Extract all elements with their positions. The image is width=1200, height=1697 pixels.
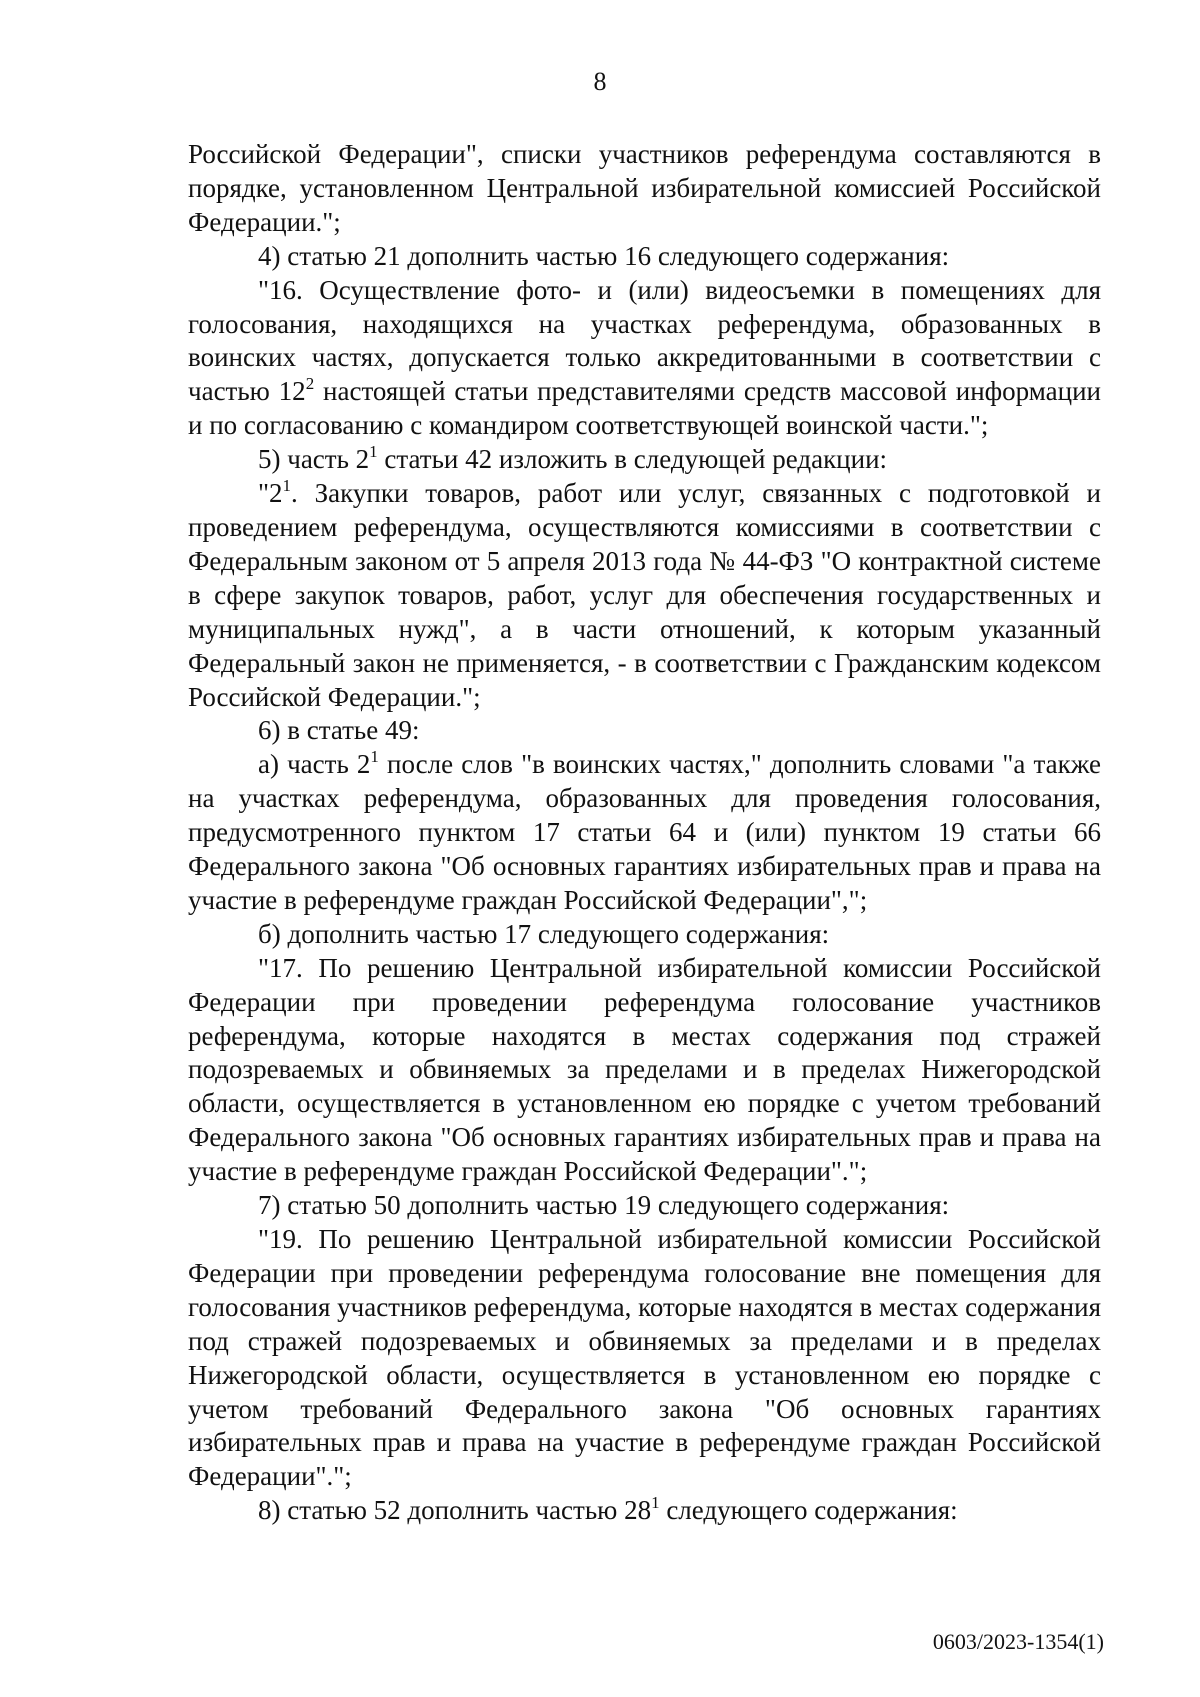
paragraph-continuation: Российской Федерации", списки участников референдума составляются в порядке, установленном Центральной избирательной комиссией Российской Федерации."; — [188, 139, 1101, 237]
superscript: 1 — [370, 747, 379, 767]
document-code: 0603/2023-1354(1) — [932, 1629, 1104, 1654]
document-body — [188, 138, 1101, 1528]
paragraph-part-17: "17. По решению Центральной избирательной комиссии Российской Федерации при проведении референдума голосование участников референдума, которые находятся в местах содержания под стражей подозреваемых и обвиняемых за пределами и в пределах Нижегородской области, осуществляется в установленном ею порядке с учетом требований Федерального закона "Об основных гарантиях избирательных прав и права на участие в референдуме граждан Российской Федерации"."; — [188, 952, 1101, 1187]
paragraph-subitem-a: а) часть $2^1$ после слов "в воинских частях," дополнить словами "а также на участках референдума, образованных для проведения голосования, предусмотренного пунктом 17 статьи 64 и (или) пунктом 19 статьи 66 Федерального закона "Об основных гарантиях избирательных прав и права на участие в референдуме граждан Российской Федерации","; — [188, 747, 1102, 915]
page-number: 8 — [593, 67, 607, 96]
superscript: 1 — [651, 1493, 660, 1513]
paragraph-part-16: "16. Осуществление фото- и (или) видеосъемки в помещениях для голосования, находящихся на участках референдума, образованных в воинских частях, допускается только аккредитованными в соответствии с частью $12^2$ настоящей статьи представителями средств массовой информации и по согласованию с командиром соответствующей воинской части."; — [188, 274, 1101, 441]
paragraph-part-19: "19. По решению Центральной избирательной комиссии Российской Федерации при проведении референдума голосование вне помещения для голосования участников референдума, которые находятся в местах содержания под стражей подозреваемых и обвиняемых за пределами и в пределах Нижегородской области, осуществляется в установленном ею порядке с учетом требований Федерального закона "Об основных гарантиях избирательных прав и права на участие в референдуме граждан Российской Федерации"."; — [188, 1224, 1101, 1492]
superscript: 1 — [369, 442, 378, 462]
paragraph-subitem-b: б) дополнить частью 17 следующего содержания: — [258, 918, 830, 949]
superscript: 1 — [282, 476, 292, 496]
paragraph-part-2-1: "$2^1$. Закупки товаров, работ или услуг, связанных с подготовкой и проведением референдума, осуществляются комиссиями в соответствии с Федеральным законом от 5 апреля 2013 года № 44-ФЗ "О контрактной системе в сфере закупок товаров, работ, услуг для обеспечения государственных и муниципальных нужд", а в части отношений, к которым указанный Федеральный закон не применяется, - в соответствии с Гражданским кодексом Российской Федерации."; — [188, 476, 1101, 712]
paragraph-item-7: 7) статью 50 дополнить частью 19 следующего содержания: — [258, 1190, 950, 1221]
paragraph-item-5: 5) часть $2^1$ статьи 42 изложить в следующей редакции: — [258, 442, 888, 475]
superscript: 2 — [305, 374, 315, 394]
paragraph-item-6: 6) в статье 49: — [258, 715, 420, 746]
paragraph-item-8: 8) статью 52 дополнить частью $28^1$ следующего содержания: — [258, 1493, 958, 1526]
paragraph-item-4: 4) статью 21 дополнить частью 16 следующего содержания: — [258, 240, 950, 271]
